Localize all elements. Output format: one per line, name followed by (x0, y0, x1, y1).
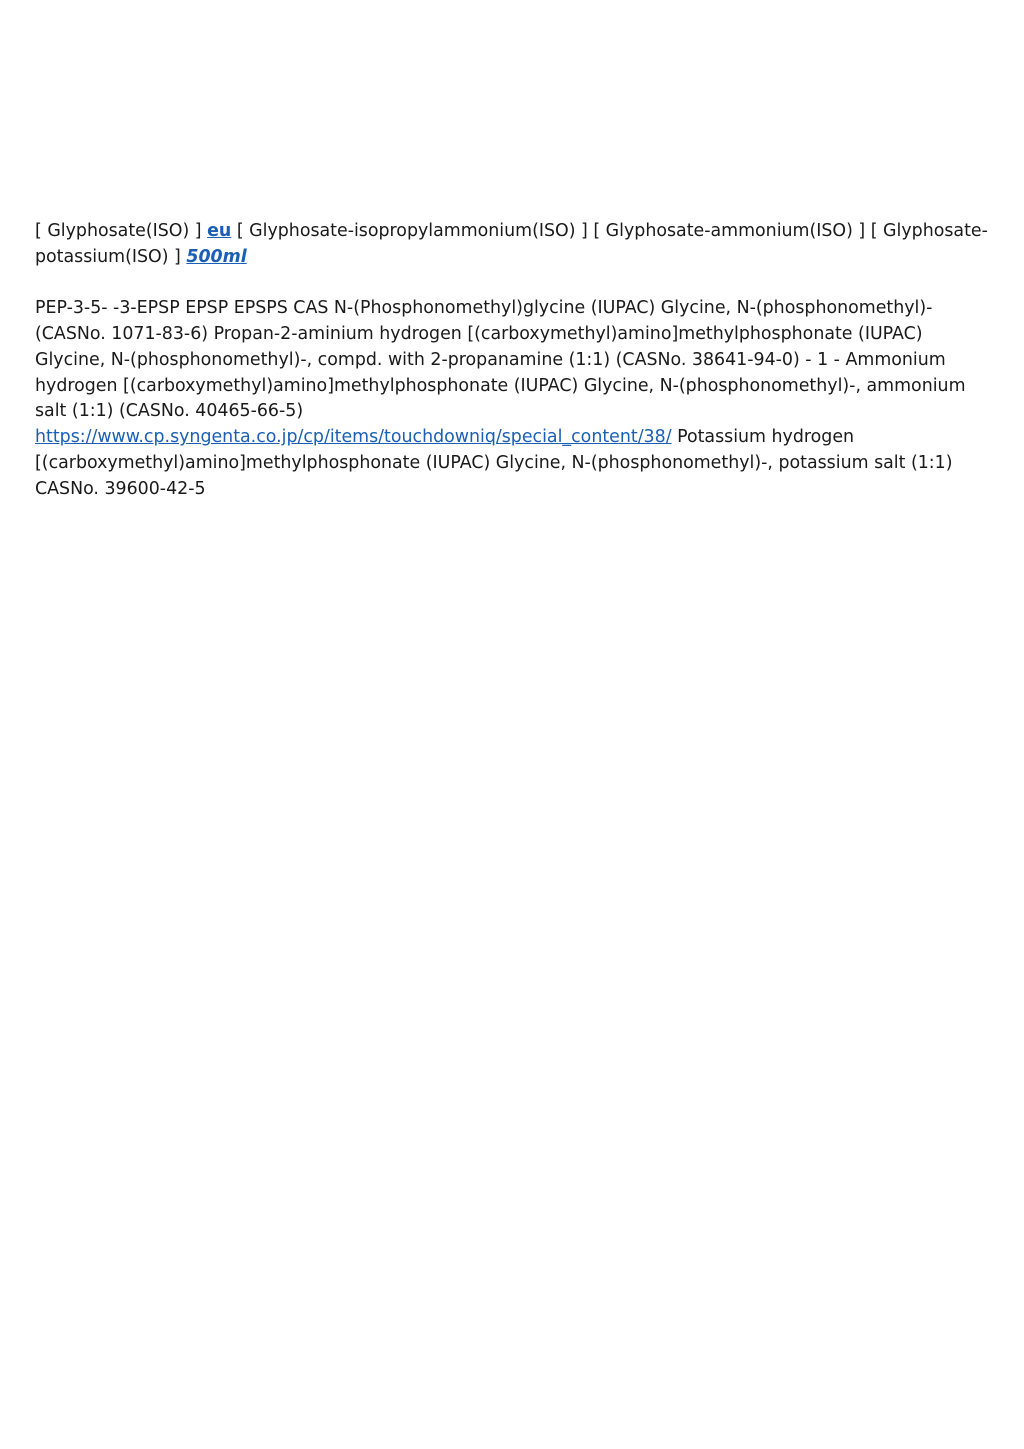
glyphosate-salts-text: [ Glyphosate-isopropylammonium(ISO) ] [ Glyphosate-ammonium(ISO) ] [ Glyphosate-potassium(ISO) ] (35, 220, 988, 267)
paragraph-chemistry (35, 296, 990, 502)
syngenta-url-link[interactable]: https://www.cp.syngenta.co.jp/cp/items/touchdowniq/special_content/38/ (35, 427, 672, 448)
glyphosate-iso-text: [ Glyphosate(ISO) ] (35, 220, 208, 241)
chemistry-text: PEP-3-5- -3-EPSP EPSP EPSPS CAS N-(Phosphonomethyl)glycine (IUPAC) Glycine, N-(phosphonomethyl)- (CASNo. 1071-83-6) Propan-2-aminium hydrogen [(carboxymethyl)amino]methylphosphonate (IUPAC) Glycine, N-(phosphonomethyl)-, compd. with 2-propanamine (1:1) (CASNo. 38641-94-0) - 1 - Ammonium hydrogen [(carboxymethyl)amino]methylphosphonate (IUPAC) Glycine, N-(phosphonomethyl)-, ammonium salt (35, 298, 966, 422)
potassium-salt-text: Potassium hydrogen [(carboxymethyl)amino]methylphosphonate (IUPAC) Glycine, N-(phosphonomethyl)-, potassium salt (1:1) CASNo. 39600-42-5 (35, 427, 953, 499)
paragraph-glyphosate-names (35, 64, 990, 270)
link-eu[interactable]: eu (207, 220, 232, 241)
link-500ml[interactable]: 500ml (186, 246, 247, 267)
document-page (35, 64, 990, 503)
cas-text: (1:1) (CASNo. 40465-66-5) (71, 401, 304, 422)
